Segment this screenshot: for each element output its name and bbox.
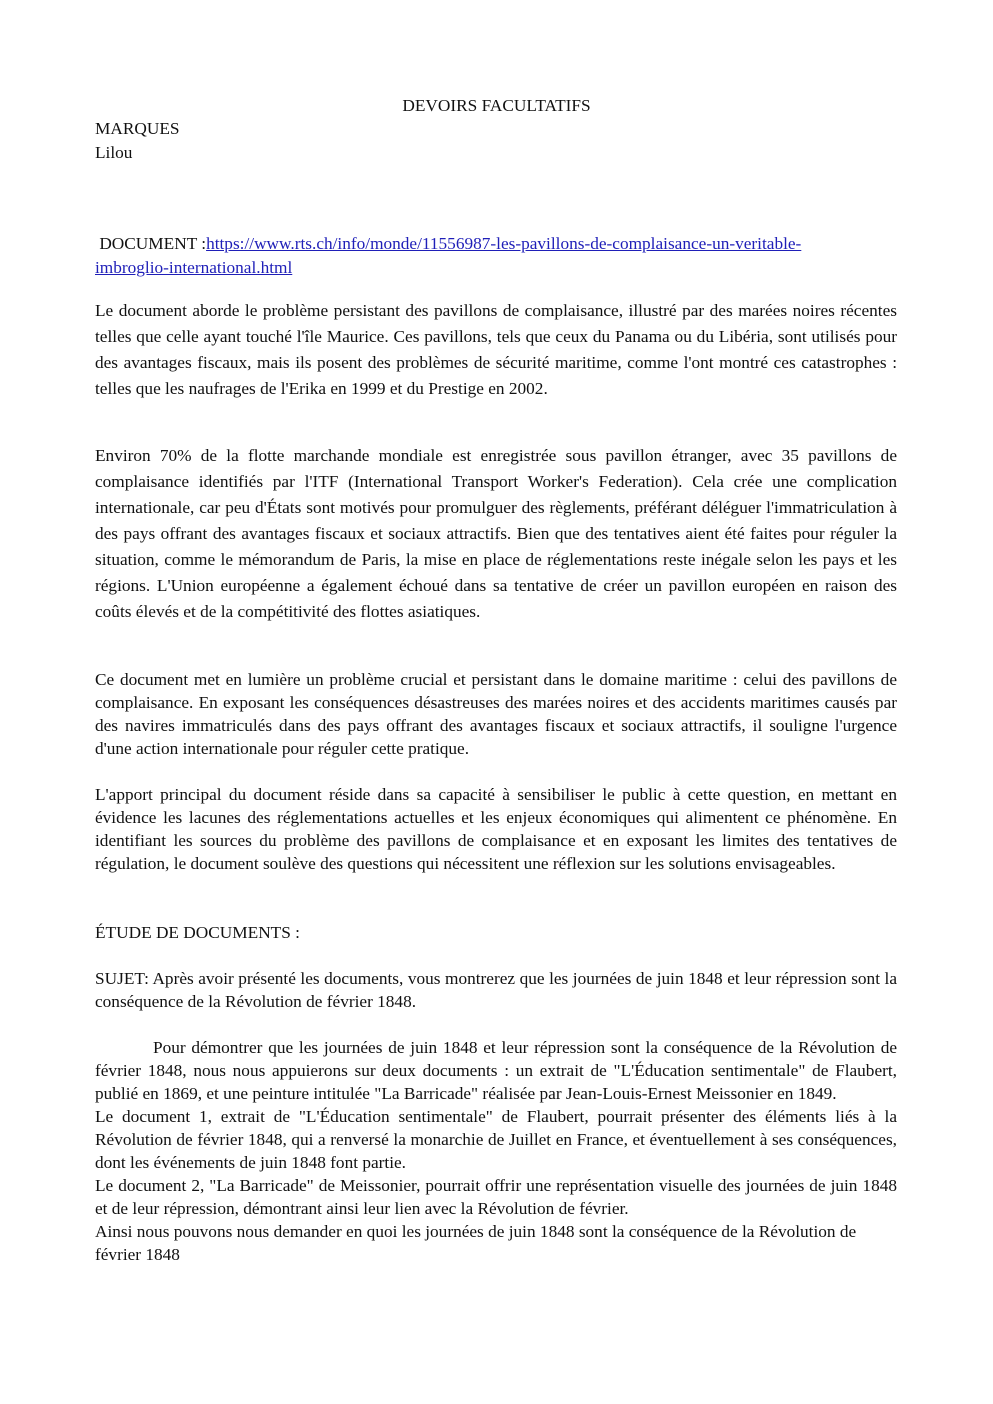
summary-paragraph-3: Ce document met en lumière un problème crucial et persistant dans le domaine maritime : celui des pavillons de complaisance. En exposant les conséquences désastreuses des marées noires et des accidents maritimes causés par des navires immatriculés dans des pays offrant des avantages fiscaux et sociaux attractifs, il souligne l'urgence d'une action internationale pour réguler cette pratique. — [95, 670, 897, 758]
author-first-name: Lilou — [95, 143, 133, 162]
intro-paragraph-4: Ainsi nous pouvons nous demander en quoi les journées de juin 1848 sont la conséquence de la Révolution de février 1848 — [95, 1222, 857, 1264]
study-heading: ÉTUDE DE DOCUMENTS : — [95, 923, 300, 942]
summary-paragraph-1: Le document aborde le problème persistant des pavillons de complaisance, illustré par des marées noires récentes telles que celle ayant touché l'île Maurice. Ces pavillons, tels que ceux du Panama ou du Libéria, sont utilisés pour des avantages fiscaux, mais ils posent des problèmes de sécurité maritime, comme l'ont montré ces catastrophes : telles que les naufrages de l'Erika en 1999 et du Prestige en 2002. — [95, 301, 897, 398]
intro-paragraph-1: Pour démontrer que les journées de juin 1848 et leur répression sont la conséquence de la Révolution de février 1848, nous nous appuierons sur deux documents : un extrait de "L'Éducation sentimentale" de Flaubert, publié en 1869, et une peinture intitulée "La Barricade" réalisée par Jean-Louis-Ernest Meissonier en 1849. — [95, 1038, 897, 1103]
document-label: DOCUMENT : — [95, 234, 207, 253]
document-reference — [95, 232, 855, 280]
intro-paragraph-2: Le document 1, extrait de "L'Éducation sentimentale" de Flaubert, pourrait présenter des éléments liés à la Révolution de février 1848, qui a renversé la monarchie de Juillet en France, et éventuellement à ses conséquences, dont les événements de juin 1848 font partie. — [95, 1107, 897, 1172]
intro-paragraph-3: Le document 2, "La Barricade" de Meissonier, pourrait offrir une représentation visuelle des journées de juin 1848 et de leur répression, démontrant ainsi leur lien avec la Révolution de février. — [95, 1176, 897, 1218]
study-introduction — [95, 1036, 897, 1266]
page-title: DEVOIRS FACULTATIFS — [402, 96, 591, 115]
document-link[interactable]: https://www.rts.ch/info/monde/11556987-les-pavillons-de-complaisance-un-veritable-imbroglio-international.html — [95, 234, 802, 277]
summary-paragraph-4: L'apport principal du document réside dans sa capacité à sensibiliser le public à cette question, en mettant en évidence les lacunes des réglementations actuelles et les enjeux économiques qui alimentent ce phénomène. En identifiant les sources du problème des pavillons de complaisance et en exposant les limites des tentatives de régulation, le document soulève des questions qui nécessitent une réflexion sur les solutions envisageables. — [95, 785, 897, 873]
author-last-name: MARQUES — [95, 119, 180, 138]
author-block — [95, 117, 180, 165]
summary-paragraph-2: Environ 70% de la flotte marchande mondiale est enregistrée sous pavillon étranger, avec 35 pavillons de complaisance identifiés par l'ITF (International Transport Worker's Federation). Cela crée une complication internationale, car peu d'États sont motivés pour promulguer des règlements, préférant déléguer l'immatriculation à des pays offrant des avantages fiscaux et sociaux attractifs. Bien que des tentatives aient été faites pour réguler la situation, comme le mémorandum de Paris, la mise en place de réglementations reste inégale selon les pays et les régions. L'Union européenne a également échoué dans sa tentative de créer un pavillon européen en raison des coûts élevés et de la compétitivité des flottes asiatiques. — [95, 446, 897, 621]
study-subject: SUJET: Après avoir présenté les documents, vous montrerez que les journées de juin 1848 et leur répression sont la conséquence de la Révolution de février 1848. — [95, 969, 897, 1011]
